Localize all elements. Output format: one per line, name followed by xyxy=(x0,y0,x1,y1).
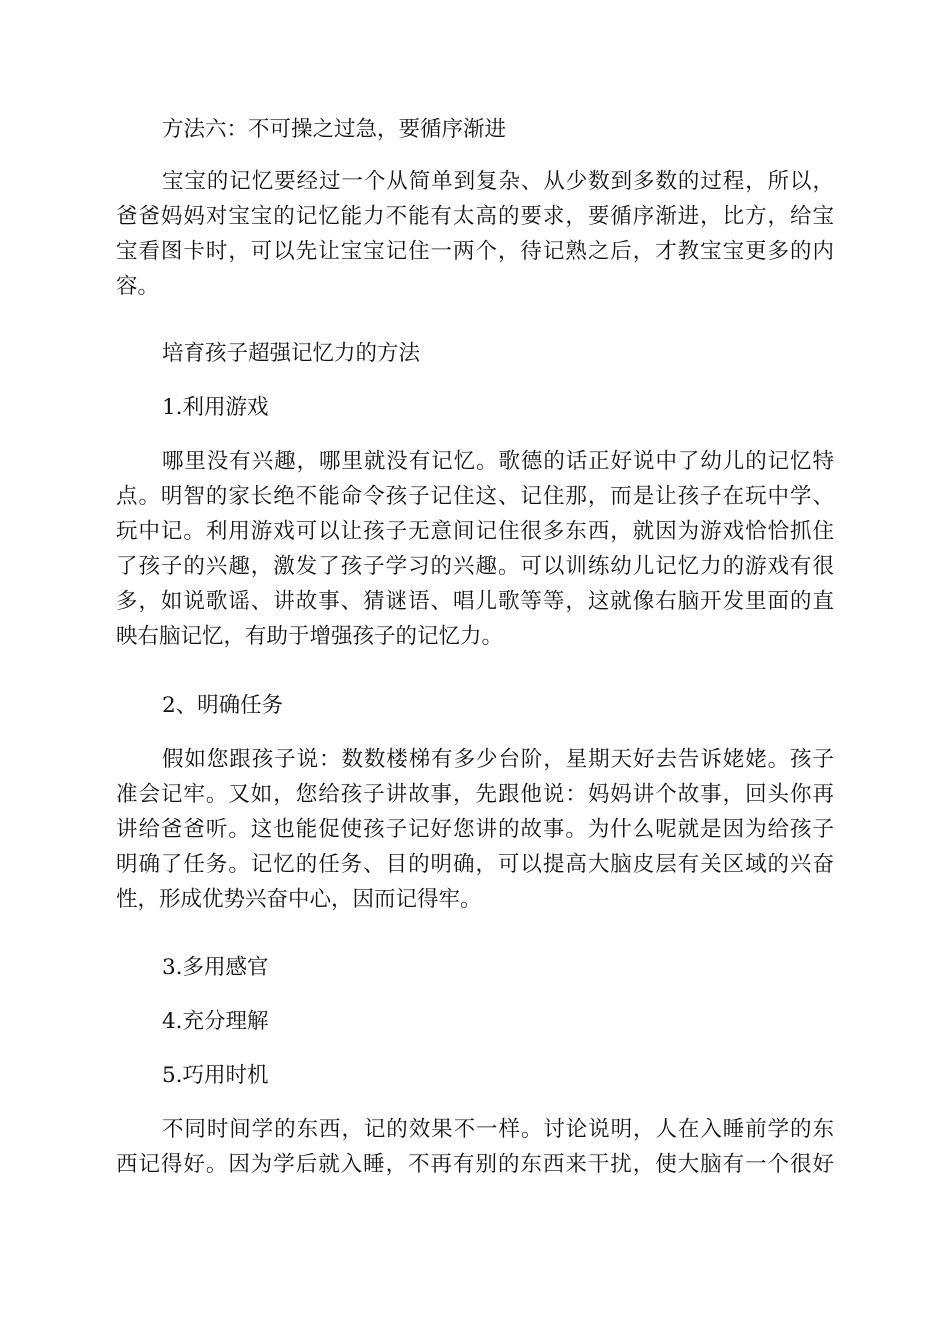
heading-method-six: 方法六：不可操之过急，要循序渐进 xyxy=(162,117,507,142)
paragraph-line: 讲给爸爸听。这也能促使孩子记好您讲的故事。为什么呢就是因为给孩子 xyxy=(116,817,834,842)
paragraph-line: 映右脑记忆，有助于增强孩子的记忆力。 xyxy=(116,624,504,649)
paragraph-item-2 xyxy=(116,742,834,917)
paragraph-line: 西记得好。因为学后就入睡，不再有别的东西来干扰，使大脑有一个很好 xyxy=(116,1152,834,1177)
section-heading: 培育孩子超强记忆力的方法 xyxy=(162,341,421,366)
paragraph-line: 玩中记。利用游戏可以让孩子无意间记住很多东西，就因为游戏恰恰抓住 xyxy=(116,519,834,544)
paragraph-line: 容。 xyxy=(116,274,160,299)
paragraph-line: 爸爸妈妈对宝宝的记忆能力不能有太高的要求，要循序渐进，比方，给宝 xyxy=(116,204,834,229)
paragraph-line: 哪里没有兴趣，哪里就没有记忆。歌德的话正好说中了幼儿的记忆特 xyxy=(162,449,834,474)
paragraph-line: 假如您跟孩子说：数数楼梯有多少台阶，星期天好去告诉姥姥。孩子 xyxy=(162,747,834,772)
paragraph-item-1 xyxy=(116,444,834,654)
heading-item-4: 4.充分理解 xyxy=(162,1009,269,1034)
paragraph-method-six xyxy=(116,164,834,304)
paragraph-item-5 xyxy=(116,1112,834,1182)
paragraph-line: 多，如说歌谣、讲故事、猜谜语、唱儿歌等等，这就像右脑开发里面的直 xyxy=(116,589,834,614)
paragraph-line: 宝宝的记忆要经过一个从简单到复杂、从少数到多数的过程，所以， xyxy=(162,169,834,194)
heading-item-5: 5.巧用时机 xyxy=(162,1063,269,1088)
paragraph-line: 准会记牢。又如，您给孩子讲故事，先跟他说：妈妈讲个故事，回头你再 xyxy=(116,782,834,807)
paragraph-line: 明确了任务。记忆的任务、目的明确，可以提高大脑皮层有关区域的兴奋 xyxy=(116,852,834,877)
heading-item-3: 3.多用感官 xyxy=(162,955,269,980)
heading-item-1: 1.利用游戏 xyxy=(162,395,269,420)
paragraph-line: 不同时间学的东西，记的效果不一样。讨论说明，人在入睡前学的东 xyxy=(162,1117,834,1142)
heading-item-2: 2、明确任务 xyxy=(162,693,284,718)
paragraph-line: 性，形成优势兴奋中心，因而记得牢。 xyxy=(116,887,482,912)
paragraph-line: 点。明智的家长绝不能命令孩子记住这、记住那，而是让孩子在玩中学、 xyxy=(116,484,834,509)
paragraph-line: 宝看图卡时，可以先让宝宝记住一两个，待记熟之后，才教宝宝更多的内 xyxy=(116,239,834,264)
paragraph-line: 了孩子的兴趣，激发了孩子学习的兴趣。可以训练幼儿记忆力的游戏有很 xyxy=(116,554,834,579)
